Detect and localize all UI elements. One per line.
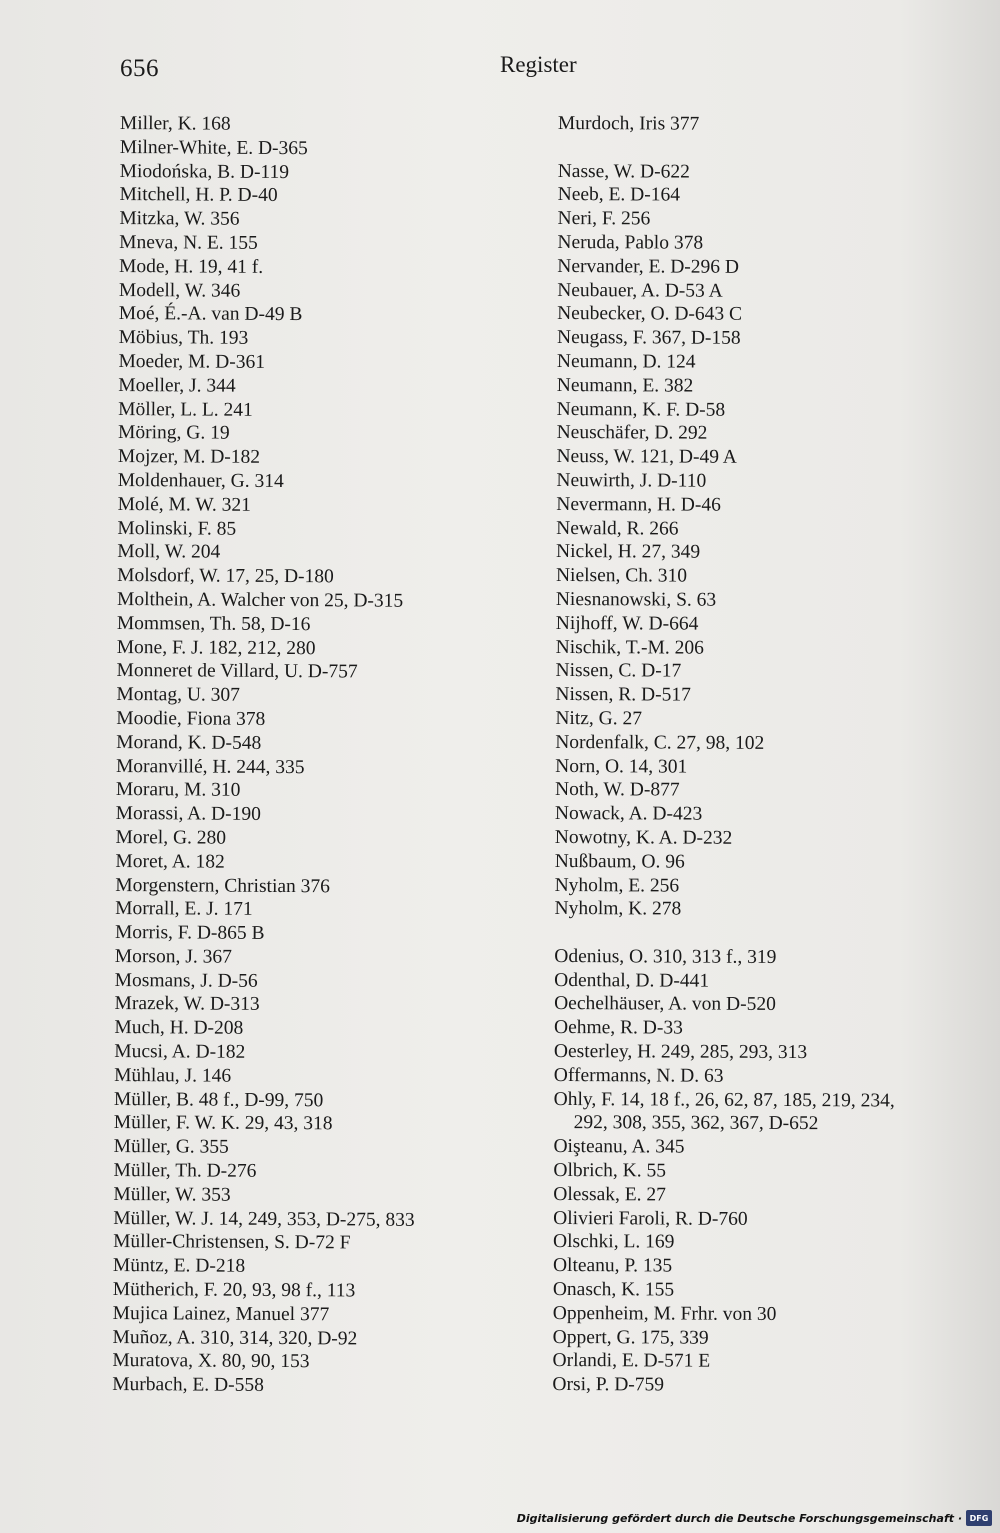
digitization-credit	[517, 1507, 992, 1529]
index-entry: Oppenheim, M. Frhr. von 30	[552, 1302, 777, 1325]
index-entry: Molsdorf, W. 17, 25, D-180	[117, 565, 334, 588]
page-number: 656	[120, 55, 159, 82]
index-entry: Neuschäfer, D. 292	[556, 422, 708, 445]
index-entry: Neubauer, A. D-53 A	[557, 279, 723, 302]
index-entry: Orlandi, E. D-571 E	[552, 1350, 711, 1373]
index-entry: Molthein, A. Walcher von 25, D-315	[116, 588, 404, 612]
index-entry: Moret, A. 182	[115, 850, 225, 873]
index-entry: Molé, M. W. 321	[117, 493, 251, 516]
index-entry: Offermanns, N. D. 63	[553, 1064, 724, 1087]
index-entry: Mneva, N. E. 155	[119, 231, 258, 254]
index-entry: Mojzer, M. D-182	[117, 446, 261, 469]
index-entry: Müller, W. 353	[113, 1183, 231, 1206]
index-entry: Mujica Lainez, Manuel 377	[112, 1302, 330, 1326]
index-entry: Morson, J. 367	[114, 945, 232, 968]
index-entry: Monneret de Villard, U. D-757	[116, 660, 358, 683]
index-entry: Morris, F. D-865 B	[114, 922, 265, 944]
index-entry: Müller, Th. D-276	[113, 1160, 257, 1182]
index-entry: Nyholm, E. 256	[554, 874, 680, 897]
index-entry: Olivieri Faroli, R. D-760	[553, 1207, 748, 1230]
index-entry: Mucsi, A. D-182	[114, 1041, 246, 1063]
index-entry: Odenthal, D. D-441	[554, 969, 710, 992]
running-title: Register	[500, 52, 577, 77]
index-entry: Moldenhauer, G. 314	[117, 469, 284, 492]
index-entry-continuation: 292, 308, 355, 362, 367, D-652	[573, 1112, 819, 1135]
index-entry: Mode, H. 19, 41 f.	[118, 255, 264, 278]
index-entry: Neumann, E. 382	[556, 374, 694, 397]
index-entry: Mommsen, Th. 58, D-16	[116, 612, 311, 635]
index-entry: Moll, W. 204	[117, 541, 221, 563]
index-entry: Murbach, E. D-558	[112, 1374, 264, 1397]
index-column-left	[112, 112, 540, 1400]
index-entry: Olbrich, K. 55	[553, 1160, 667, 1182]
index-entry: Neruda, Pablo 378	[557, 231, 704, 254]
index-entry: Olessak, E. 27	[553, 1183, 666, 1206]
index-entry: Niesnanowski, S. 63	[555, 588, 717, 611]
index-entry: Neuwirth, J. D-110	[556, 469, 707, 492]
index-entry: Möbius, Th. 193	[118, 327, 249, 349]
index-entry: Muñoz, A. 310, 314, 320, D-92	[112, 1326, 358, 1350]
index-entry: Nyholm, K. 278	[554, 898, 682, 920]
index-entry: Nowotny, K. A. D-232	[554, 826, 733, 849]
index-entry: Nervander, E. D-296 D	[557, 255, 740, 278]
index-entry: Oechelhäuser, A. von D-520	[554, 993, 776, 1016]
index-entry: Moranvillé, H. 244, 335	[115, 755, 305, 778]
dfg-logo: DFG	[966, 1510, 992, 1526]
index-entry: Moeder, M. D-361	[118, 350, 266, 373]
index-entry: Olschki, L. 169	[553, 1231, 675, 1253]
index-entry: Milner-White, E. D-365	[119, 136, 308, 159]
index-entry: Morassi, A. D-190	[115, 803, 261, 825]
index-entry: Nowack, A. D-423	[554, 803, 703, 825]
section-gap	[554, 921, 974, 947]
index-entry: Moodie, Fiona 378	[116, 707, 266, 730]
index-entry: Neumann, D. 124	[556, 350, 696, 373]
index-entry: Müntz, E. D-218	[112, 1255, 246, 1278]
index-entry: Müller, G. 355	[113, 1136, 229, 1158]
index-entry: Nußbaum, O. 96	[554, 850, 685, 873]
footer-text: Digitalisierung gefördert durch die Deutsche Forschungsgemeinschaft ·	[516, 1511, 962, 1525]
index-entry: Neuss, W. 121, D-49 A	[556, 446, 737, 468]
index-entry: Oehme, R. D-33	[553, 1017, 683, 1039]
index-entry: Nijhoff, W. D-664	[555, 612, 699, 635]
index-entry: Morand, K. D-548	[116, 731, 262, 754]
index-entry: Morgenstern, Christian 376	[115, 874, 331, 897]
index-entry: Nissen, C. D-17	[555, 660, 682, 682]
index-entry: Nischik, T.-M. 206	[555, 636, 704, 659]
index-entry: Müller, W. J. 14, 249, 353, D-275, 833	[113, 1207, 415, 1231]
index-entry: Miodońska, B. D-119	[119, 160, 290, 183]
index-entry: Molinski, F. 85	[117, 517, 237, 540]
index-entry: Newald, R. 266	[556, 517, 679, 540]
index-entry: Moé, É.-A. van D-49 B	[118, 303, 303, 326]
index-entry: Nordenfalk, C. 27, 98, 102	[555, 731, 765, 754]
index-entry: Mütherich, F. 20, 93, 98 f., 113	[112, 1279, 356, 1302]
index-entry: Mone, F. J. 182, 212, 280	[116, 636, 316, 659]
index-entry: Mitzka, W. 356	[119, 208, 240, 230]
index-entry: Mrazek, W. D-313	[114, 993, 260, 1016]
index-entry: Mitchell, H. P. D-40	[119, 184, 278, 207]
index-entry: Morrall, E. J. 171	[115, 898, 253, 921]
index-entry: Montag, U. 307	[116, 684, 241, 706]
index-entry: Nasse, W. D-622	[557, 160, 690, 183]
index-entry: Neumann, K. F. D-58	[556, 398, 726, 421]
index-entry: Muratova, X. 80, 90, 153	[112, 1350, 310, 1373]
index-entry: Neugass, F. 367, D-158	[556, 327, 741, 349]
index-entry: Mühlau, J. 146	[114, 1064, 232, 1087]
index-entry: Nissen, R. D-517	[555, 684, 691, 706]
index-entry: Oesterley, H. 249, 285, 293, 313	[553, 1041, 808, 1064]
index-entry: Nickel, H. 27, 349	[556, 541, 701, 563]
index-entry: Neeb, E. D-164	[557, 184, 681, 206]
index-entry: Mosmans, J. D-56	[114, 969, 258, 992]
index-entry: Müller, F. W. K. 29, 43, 318	[113, 1112, 333, 1135]
index-entry: Neubecker, O. D-643 C	[557, 303, 743, 326]
index-entry: Modell, W. 346	[118, 279, 241, 302]
index-entry: Murdoch, Iris 377	[557, 112, 700, 135]
section-gap	[558, 136, 978, 162]
index-entry: Nitz, G. 27	[555, 707, 643, 730]
index-entry: Miller, K. 168	[119, 112, 231, 135]
index-column-right	[552, 112, 978, 1399]
index-entry: Olteanu, P. 135	[552, 1255, 673, 1277]
index-entry: Norn, O. 14, 301	[555, 755, 688, 778]
index-entry: Nielsen, Ch. 310	[555, 565, 688, 587]
index-entry: Ohly, F. 14, 18 f., 26, 62, 87, 185, 219, 234,	[553, 1088, 895, 1112]
index-entry: Orsi, P. D-759	[552, 1374, 665, 1396]
index-entry: Oppert, G. 175, 339	[552, 1326, 709, 1349]
index-entry: Müller, B. 48 f., D-99, 750	[113, 1088, 324, 1111]
index-entry: Müller-Christensen, S. D-72 F	[113, 1231, 351, 1254]
index-entry: Morel, G. 280	[115, 826, 227, 849]
index-entry: Nevermann, H. D-46	[556, 493, 721, 516]
index-entry: Much, H. D-208	[114, 1017, 244, 1040]
index-entry: Möring, G. 19	[117, 422, 230, 445]
index-entry: Odenius, O. 310, 313 f., 319	[554, 945, 777, 968]
index-entry: Onasch, K. 155	[552, 1279, 675, 1301]
index-entry: Moeller, J. 344	[118, 374, 236, 397]
index-entry: Noth, W. D-877	[554, 779, 680, 801]
index-entry: Moraru, M. 310	[115, 779, 241, 802]
index-entry: Neri, F. 256	[557, 208, 651, 230]
index-entry: Möller, L. L. 241	[118, 398, 253, 421]
index-entry: Oişteanu, A. 345	[553, 1136, 685, 1158]
